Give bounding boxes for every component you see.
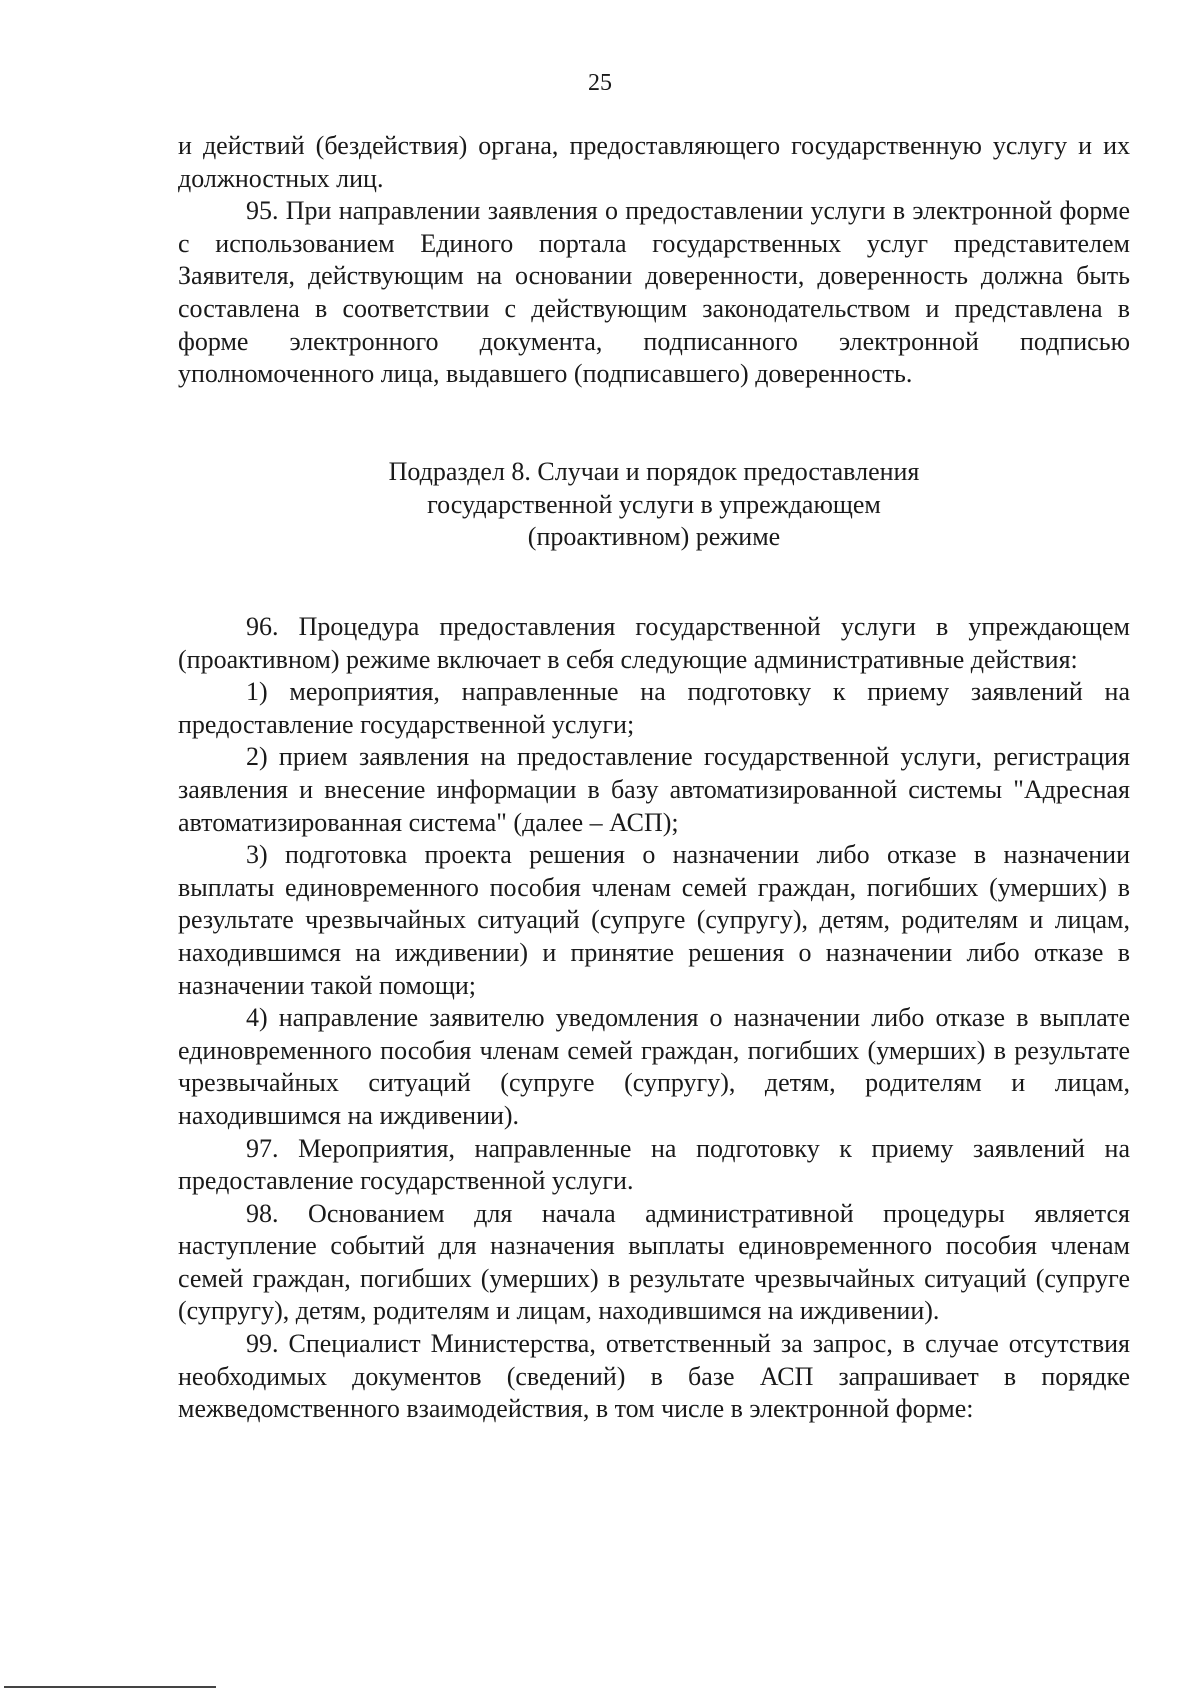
subsection-heading-line-1: Подраздел 8. Случаи и порядок предоставления: [388, 457, 920, 486]
paragraph-96: 96. Процедура предоставления государственной услуги в упреждающем (проактивном) режиме включает в себя следующие административные действия:: [178, 612, 1130, 674]
footer-divider: [4, 1686, 216, 1688]
paragraph-99: 99. Специалист Министерства, ответственный за запрос, в случае отсутствия необходимых документов (сведений) в базе АСП запрашивает в порядке межведомственного взаимодействия, в том числе в электронной форме:: [178, 1329, 1130, 1424]
list-item-2: 2) прием заявления на предоставление государственной услуги, регистрация заявления и внесение информации в базу автоматизированной системы "Адресная автоматизированная система" (далее – АСП);: [178, 742, 1130, 837]
subsection-heading: [178, 456, 1130, 554]
list-item-4: 4) направление заявителю уведомления о назначении либо отказе в выплате единовременного пособия членам семей граждан, погибших (умерших) в результате чрезвычайных ситуаций (супруге (супругу), детям, родителям и лицам, находившимся на иждивении).: [178, 1003, 1130, 1130]
subsection-heading-line-3: (проактивном) режиме: [527, 522, 781, 552]
intro-text-block: [178, 130, 1130, 391]
list-item-3: 3) подготовка проекта решения о назначении либо отказе в назначении выплаты единовременного пособия членам семей граждан, погибших (умерших) в результате чрезвычайных ситуаций (супруге (супругу), детям, родителям и лицам, находившимся на иждивении) и принятие решения о назначении либо отказе в назначении такой помощи;: [178, 840, 1130, 1000]
continuation-paragraph: и действий (бездействия) органа, предоставляющего государственную услугу и их должностных лиц.: [178, 131, 1130, 193]
paragraph-97: 97. Мероприятия, направленные на подготовку к приему заявлений на предоставление государственной услуги.: [178, 1133, 1130, 1196]
subsection-heading-line-2: государственной услуги в упреждающем: [427, 489, 881, 519]
page-number: 25: [588, 70, 612, 96]
paragraph-95: 95. При направлении заявления о предоставлении услуги в электронной форме с использованием Единого портала государственных услуг представителем Заявителя, действующим на основании доверенности, доверенность должна быть составлена в соответствии с действующим законодательством и представлена в форме электронного документа, подписанного электронной подписью уполномоченного лица, выдавшего (подписавшего) доверенность.: [178, 196, 1130, 389]
list-item-1: 1) мероприятия, направленные на подготовку к приему заявлений на предоставление государственной услуги;: [178, 677, 1130, 739]
paragraph-98: 98. Основанием для начала административной процедуры является наступление событий для назначения выплаты единовременного пособия членам семей граждан, погибших (умерших) в результате чрезвычайных ситуаций (супруге (супругу), детям, родителям и лицам, находившимся на иждивении).: [178, 1198, 1130, 1326]
main-text-block: [178, 611, 1130, 1426]
